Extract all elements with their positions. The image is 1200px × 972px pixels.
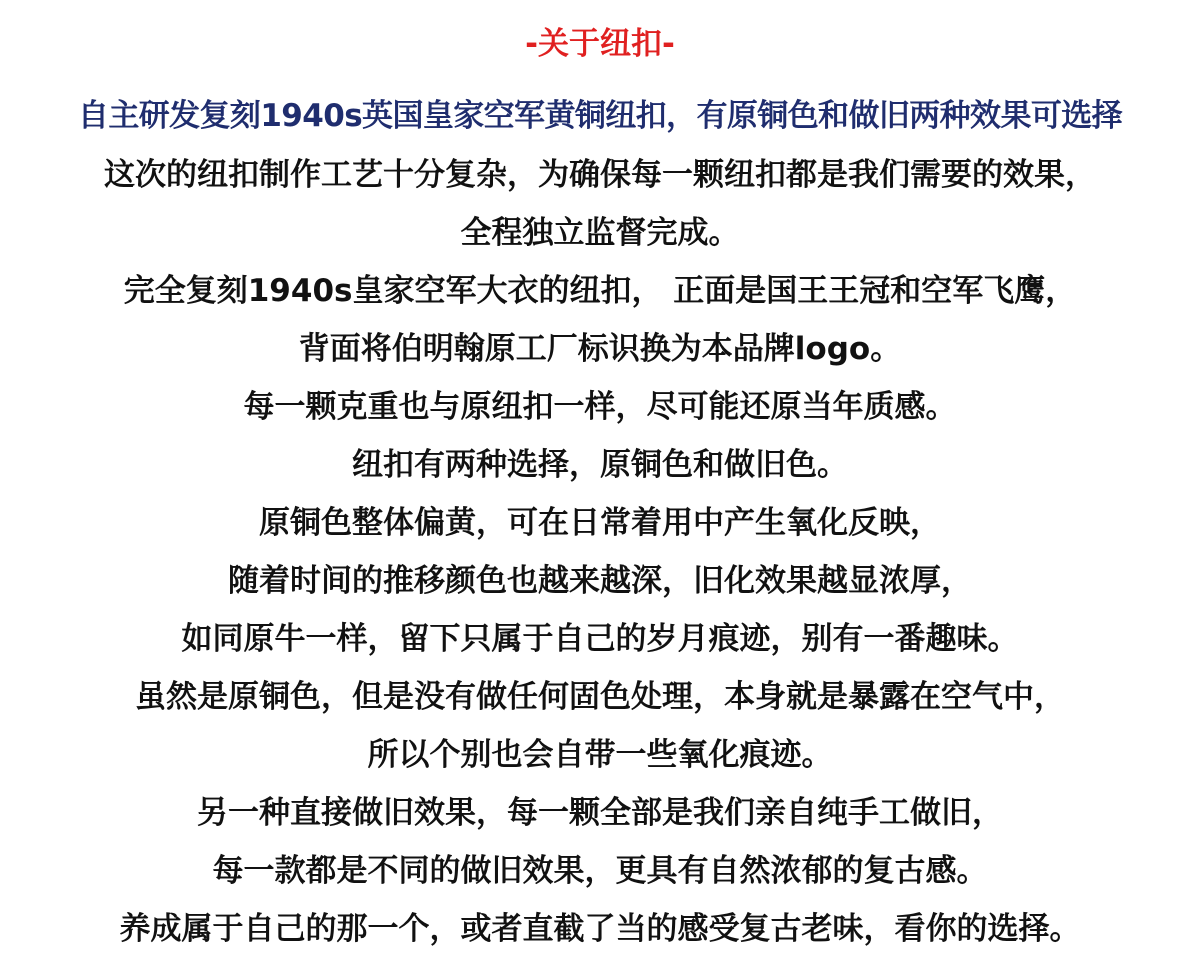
section-subheading: 自主研发复刻1940s英国皇家空军黄铜纽扣，有原铜色和做旧两种效果可选择: [77, 98, 1123, 134]
body-line: 虽然是原铜色，但是没有做任何固色处理，本身就是暴露在空气中，: [135, 679, 1065, 715]
body-line: 如同原牛一样，留下只属于自己的岁月痕迹，别有一番趣味。: [181, 621, 1019, 657]
body-line: 纽扣有两种选择，原铜色和做旧色。: [352, 447, 848, 483]
body-line: 全程独立监督完成。: [460, 215, 740, 251]
body-line: 原铜色整体偏黄，可在日常着用中产生氧化反映，: [259, 505, 941, 541]
body-line: 随着时间的推移颜色也越来越深，旧化效果越显浓厚，: [228, 563, 972, 599]
body-line: 每一颗克重也与原纽扣一样，尽可能还原当年质感。: [243, 389, 957, 425]
body-line: 背面将伯明翰原工厂标识换为本品牌logo。: [298, 331, 902, 367]
body-line: 每一款都是不同的做旧效果，更具有自然浓郁的复古感。: [212, 853, 988, 889]
body-line: 这次的纽扣制作工艺十分复杂，为确保每一颗纽扣都是我们需要的效果，: [104, 157, 1096, 193]
section-heading: -关于纽扣-: [525, 26, 675, 62]
body-line: 另一种直接做旧效果，每一颗全部是我们亲自纯手工做旧，: [197, 795, 1003, 831]
body-line: 养成属于自己的那一个，或者直截了当的感受复古老味，看你的选择。: [119, 911, 1081, 947]
body-line: 所以个别也会自带一些氧化痕迹。: [367, 737, 833, 773]
body-line: 完全复刻1940s皇家空军大衣的纽扣， 正面是国王王冠和空军飞鹰，: [123, 273, 1077, 309]
